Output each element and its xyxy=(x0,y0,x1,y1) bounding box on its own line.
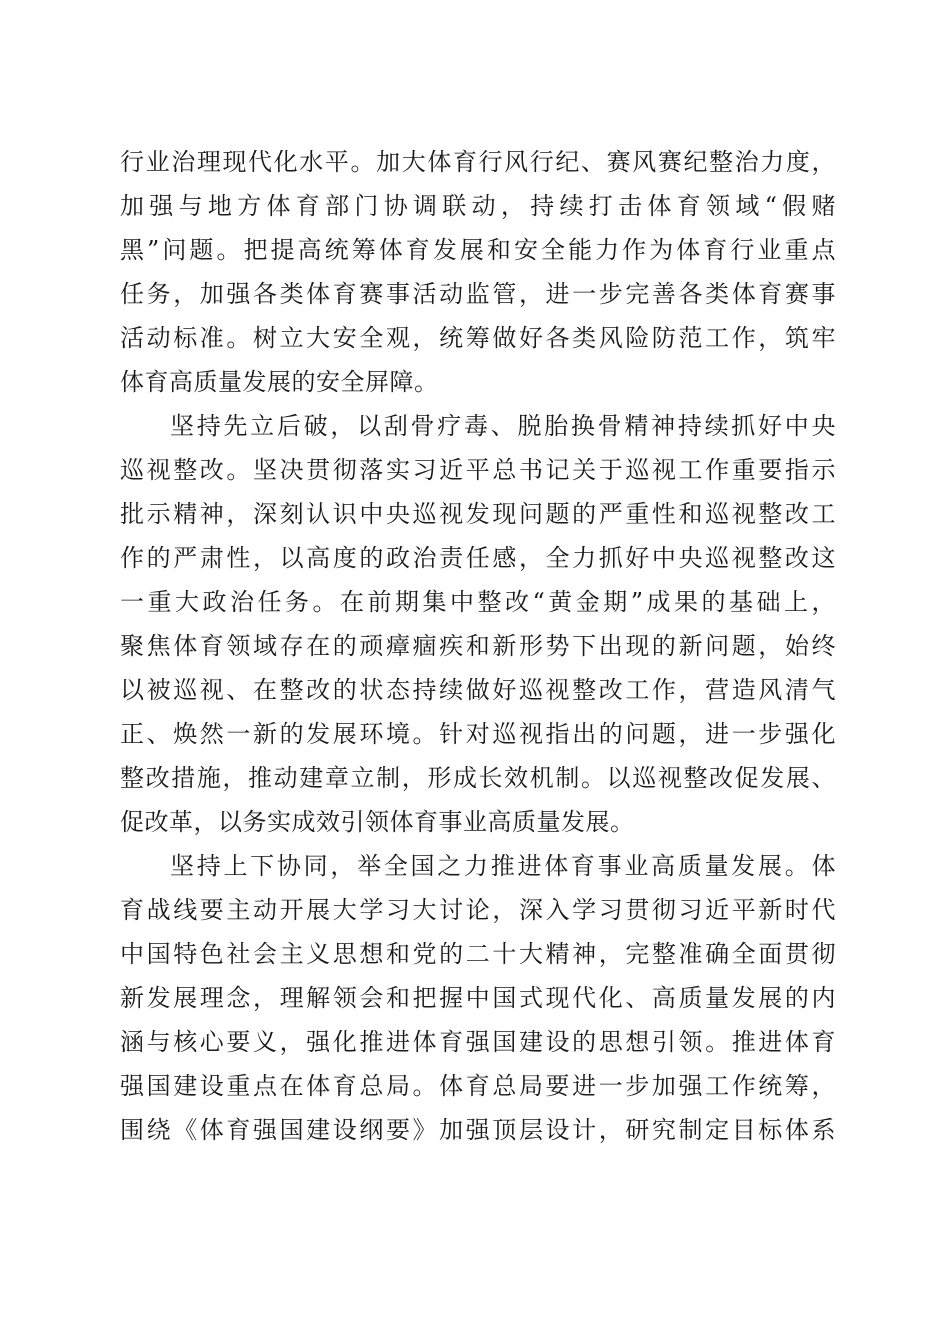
paragraph-first-line: 坚持先立后破，以刮骨疗毒、脱胎换骨精神持续抓好中央 xyxy=(170,412,836,440)
text-line: 活动标准。树立大安全观，统筹做好各类风险防范工作，筑牢 xyxy=(120,324,836,352)
text-line: 强国建设重点在体育总局。体育总局要进一步加强工作统筹， xyxy=(120,1072,836,1100)
text-line: 一重大政治任务。在前期集中整改“黄金期”成果的基础上， xyxy=(120,588,836,616)
paragraph-first-line: 坚持上下协同，举全国之力推进体育事业高质量发展。体 xyxy=(170,852,836,880)
text-line: 新发展理念，理解领会和把握中国式现代化、高质量发展的内 xyxy=(120,984,836,1012)
text-line: 巡视整改。坚决贯彻落实习近平总书记关于巡视工作重要指示 xyxy=(120,456,836,484)
text-line: 以被巡视、在整改的状态持续做好巡视整改工作，营造风清气 xyxy=(120,676,836,704)
text-line: 促改革，以务实成效引领体育事业高质量发展。 xyxy=(120,808,635,836)
text-line: 作的严肃性，以高度的政治责任感，全力抓好中央巡视整改这 xyxy=(120,544,836,572)
text-line: 围绕《体育强国建设纲要》加强顶层设计，研究制定目标体系 xyxy=(120,1116,836,1144)
text-line: 涵与核心要义，强化推进体育强国建设的思想引领。推进体育 xyxy=(120,1028,836,1056)
text-line: 中国特色社会主义思想和党的二十大精神，完整准确全面贯彻 xyxy=(120,940,836,968)
text-line: 黑”问题。把提高统筹体育发展和安全能力作为体育行业重点 xyxy=(120,236,836,264)
text-line: 整改措施，推动建章立制，形成长效机制。以巡视整改促发展、 xyxy=(120,764,836,792)
text-line: 育战线要主动开展大学习大讨论，深入学习贯彻习近平新时代 xyxy=(120,896,836,924)
text-line: 批示精神，深刻认识中央巡视发现问题的严重性和巡视整改工 xyxy=(120,500,836,528)
text-line: 正、焕然一新的发展环境。针对巡视指出的问题，进一步强化 xyxy=(120,720,836,748)
text-line: 体育高质量发展的安全屏障。 xyxy=(120,368,439,396)
text-line: 加强与地方体育部门协调联动，持续打击体育领域“假赌 xyxy=(120,192,836,220)
text-line: 聚焦体育领域存在的顽瘴痼疾和新形势下出现的新问题，始终 xyxy=(120,632,836,660)
text-line: 任务，加强各类体育赛事活动监管，进一步完善各类体育赛事 xyxy=(120,280,836,308)
text-line: 行业治理现代化水平。加大体育行风行纪、赛风赛纪整治力度， xyxy=(120,148,836,176)
document-body xyxy=(120,140,836,1152)
